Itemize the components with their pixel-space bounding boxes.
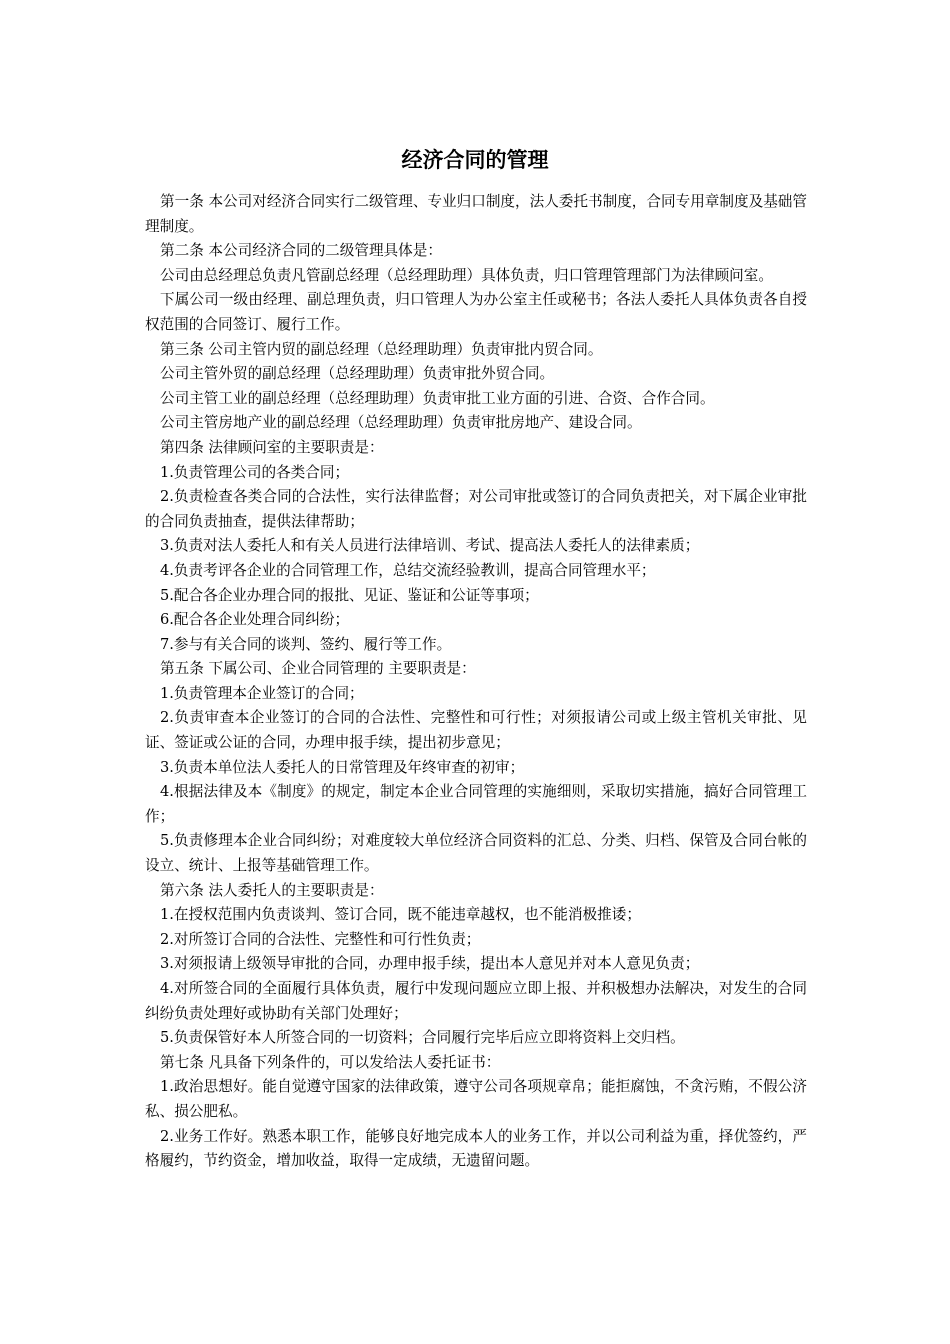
paragraph: 第七条 凡具备下列条件的，可以发给法人委托证书： (160, 1053, 501, 1071)
paragraph: 3.负责本单位法人委托人的日常管理及年终审查的初审； (160, 758, 525, 776)
paragraph: 下属公司一级由经理、副总理负责，归口管理人为办公室主任或秘书；各法人委托人具体负责各自授权范围的合同签订、履行工作。 (145, 291, 807, 333)
paragraph: 公司由总经理总负责凡管副总经理（总经理助理）具体负责，归口管理管理部门为法律顾问室。 (160, 266, 773, 284)
document-body (145, 190, 807, 1174)
paragraph: 4.根据法律及本《制度》的规定，制定本企业合同管理的实施细则，采取切实措施，搞好合同管理工作； (145, 783, 807, 825)
paragraph: 1.政治思想好。能自觉遵守国家的法律政策，遵守公司各项规章帛；能拒腐蚀，不贪污贿，不假公济私、损公肥私。 (145, 1078, 807, 1120)
paragraph: 第四条 法律顾问室的主要职责是： (160, 438, 384, 456)
paragraph: 2.对所签订合同的合法性、完整性和可行性负责； (160, 930, 481, 948)
paragraph: 2.负责审查本企业签订的合同的合法性、完整性和可行性；对须报请公司或上级主管机关审批、见证、签证或公证的合同，办理申报手续，提出初步意见； (145, 709, 807, 752)
paragraph: 公司主管工业的副总经理（总经理助理）负责审批工业方面的引进、合资、合作合同。 (160, 389, 715, 407)
paragraph: 第三条 公司主管内贸的副总经理（总经理助理）负责审批内贸合同。 (160, 340, 603, 358)
document-title: 经济合同的管理 (401, 148, 549, 172)
paragraph: 第五条 下属公司、企业合同管理的 主要职责是： (160, 660, 476, 678)
paragraph: 3.对须报请上级领导审批的合同，办理申报手续，提出本人意见并对本人意见负责； (160, 955, 700, 973)
paragraph: 6.配合各企业处理合同纠纷； (160, 611, 350, 629)
paragraph: 5.负责保管好本人所签合同的一切资料；合同履行完毕后应立即将资料上交归档。 (160, 1029, 685, 1047)
paragraph: 1.在授权范围内负责谈判、签订合同，既不能违章越权，也不能消极推诿； (160, 906, 641, 924)
paragraph: 公司主管房地产业的副总经理（总经理助理）负责审批房地产、建设合同。 (160, 414, 642, 432)
paragraph: 7.参与有关合同的谈判、签约、履行等工作。 (160, 635, 452, 653)
paragraph: 第一条 本公司对经济合同实行二级管理、专业归口制度，法人委托书制度，合同专用章制度及基础管理制度。 (145, 193, 807, 235)
paragraph: 1.负责管理本企业签订的合同； (160, 684, 364, 702)
paragraph: 2.业务工作好。熟悉本职工作，能够良好地完成本人的业务工作，并以公司利益为重，择优签约，严格履约，节约资金，增加收益，取得一定成绩，无遗留问题。 (145, 1127, 807, 1170)
paragraph: 2.负责检查各类合同的合法性，实行法律监督；对公司审批或签订的合同负责把关，对下属企业审批的合同负责抽查，提供法律帮助； (145, 488, 807, 530)
paragraph: 5.配合各企业办理合同的报批、见证、鉴证和公证等事项； (160, 586, 539, 604)
paragraph: 1.负责管理公司的各类合同； (160, 463, 350, 481)
paragraph: 第六条 法人委托人的主要职责是： (160, 881, 384, 899)
paragraph: 第二条 本公司经济合同的二级管理具体是： (160, 242, 442, 260)
paragraph: 3.负责对法人委托人和有关人员进行法律培训、考试、提高法人委托人的法律素质； (160, 537, 700, 555)
paragraph: 5.负责修理本企业合同纠纷；对难度较大单位经济合同资料的汇总、分类、归档、保管及合同台帐的设立、统计、上报等基础管理工作。 (145, 832, 807, 875)
paragraph: 公司主管外贸的副总经理（总经理助理）负责审批外贸合同。 (160, 365, 555, 383)
paragraph: 4.对所签合同的全面履行具体负责，履行中发现问题应立即上报、并积极想办法解决，对发生的合同纠纷负责处理好或协助有关部门处理好； (145, 980, 807, 1022)
paragraph: 4.负责考评各企业的合同管理工作，总结交流经验教训，提高合同管理水平； (160, 561, 656, 579)
